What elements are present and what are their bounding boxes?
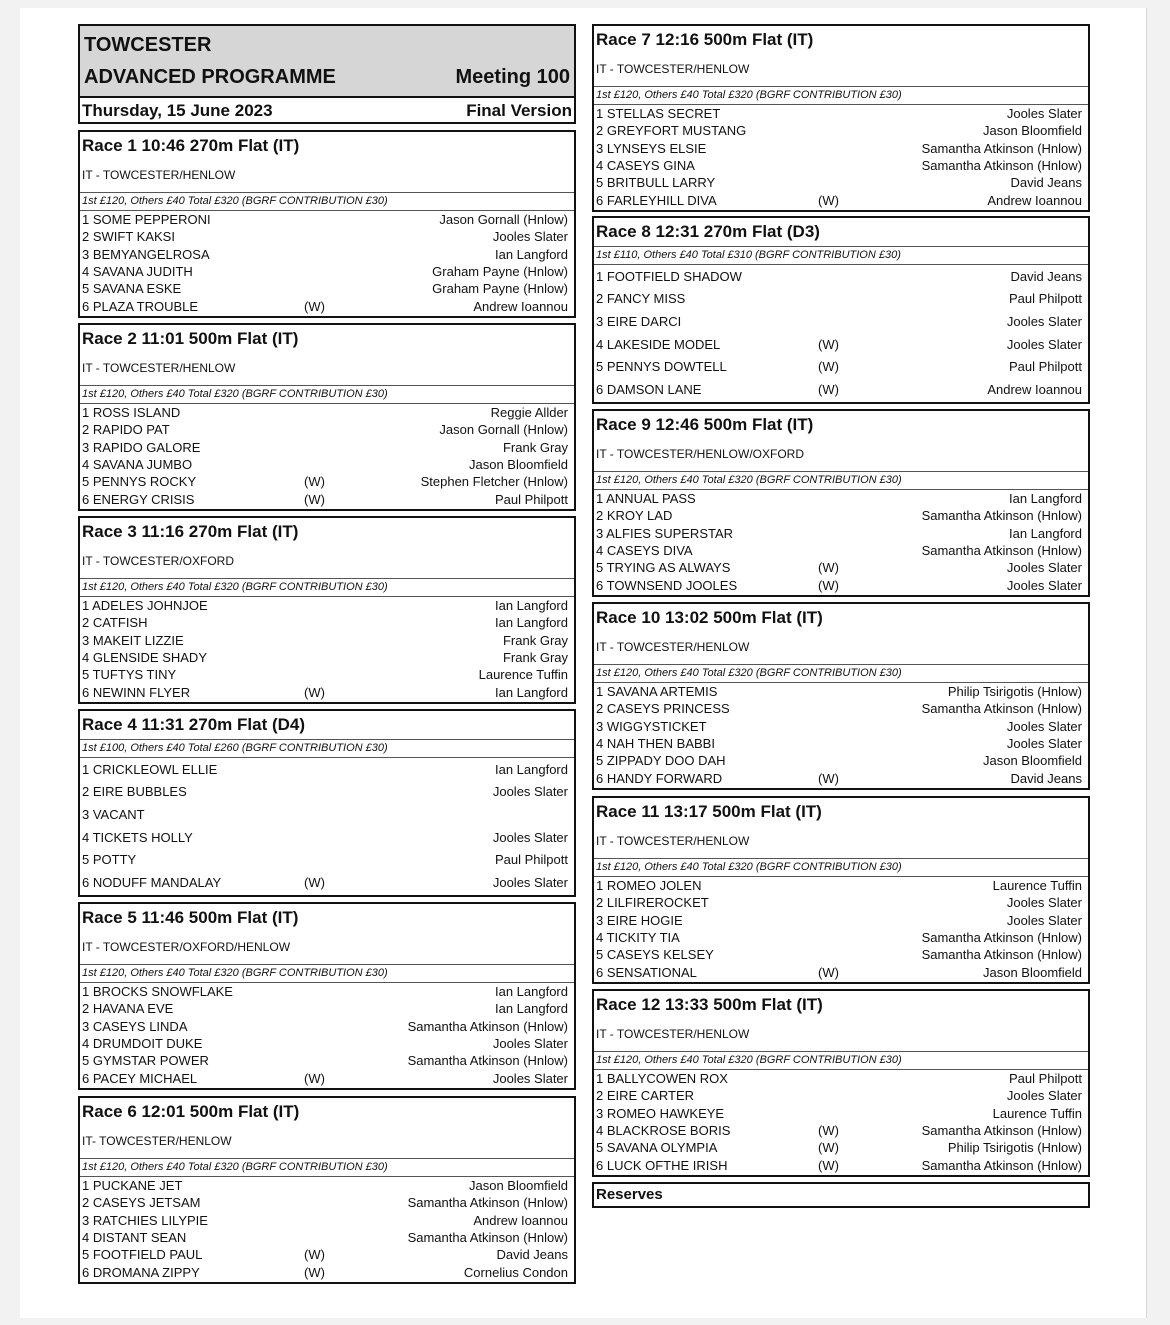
race-title: Race 8 12:31 270m Flat (D3): [594, 218, 1088, 247]
runner-row: [594, 894, 1088, 911]
race-prize: 1st £120, Others £40 Total £320 (BGRF CONTRIBUTION £30): [80, 1159, 574, 1177]
runner-row: [594, 683, 1088, 700]
wide-runner-mark: (W): [304, 474, 325, 490]
trainer-name: Samantha Atkinson (Hnlow): [921, 1157, 1082, 1173]
dog-name: 5 FOOTFIELD PAUL: [82, 1247, 203, 1263]
trainer-name: Jooles Slater: [1006, 736, 1082, 752]
trainer-name: Paul Philpott: [1009, 1071, 1082, 1087]
trainer-name: Philip Tsirigotis (Hnlow): [947, 684, 1082, 700]
trainer-name: Ian Langford: [494, 1001, 568, 1017]
meeting-date: Thursday, 15 June 2023: [82, 101, 273, 120]
race-title: Race 9 12:46 500m Flat (IT): [596, 415, 814, 434]
wide-runner-mark: (W): [818, 1157, 839, 1173]
runner-row: [80, 666, 574, 683]
dog-name: 5 ZIPPADY DOO DAH: [596, 753, 726, 769]
runner-row: [80, 1177, 574, 1194]
trainer-name: Samantha Atkinson (Hnlow): [921, 701, 1082, 717]
dog-name: 3 VACANT: [82, 807, 145, 823]
runner-row: [80, 1194, 574, 1211]
runner-row: [80, 649, 574, 666]
runner-row: [80, 1229, 574, 1246]
runner-row: [80, 684, 574, 701]
trainer-name: David Jeans: [1010, 770, 1082, 786]
race-card-6: [78, 1096, 576, 1284]
runner-row: [80, 246, 574, 263]
trainer-name: Jooles Slater: [1006, 560, 1082, 576]
trainer-name: Jooles Slater: [492, 829, 568, 845]
dog-name: 1 ADELES JOHNJOE: [82, 598, 208, 614]
trainer-name: Laurence Tuffin: [992, 1105, 1082, 1121]
trainer-name: Frank Gray: [502, 650, 568, 666]
dog-name: 6 SENSATIONAL: [596, 964, 697, 980]
runner-row: [80, 806, 574, 823]
runner-row: [594, 336, 1088, 353]
dog-name: 1 ANNUAL PASS: [596, 491, 696, 507]
trainer-name: Samantha Atkinson (Hnlow): [921, 508, 1082, 524]
trainer-name: Jooles Slater: [1006, 895, 1082, 911]
dog-name: 2 SWIFT KAKSI: [82, 229, 175, 245]
race-title: Race 5 11:46 500m Flat (IT): [82, 908, 299, 927]
runner-row: [594, 490, 1088, 507]
trainer-name: Jooles Slater: [492, 1070, 568, 1086]
wide-runner-mark: (W): [818, 192, 839, 208]
trainer-name: Frank Gray: [502, 439, 568, 455]
dog-name: 5 TRYING AS ALWAYS: [596, 560, 731, 576]
race-card-7: [592, 24, 1090, 212]
trainer-name: Jooles Slater: [1006, 1088, 1082, 1104]
wide-runner-mark: (W): [818, 560, 839, 576]
dog-name: 2 HAVANA EVE: [82, 1001, 174, 1017]
trainer-name: David Jeans: [1010, 175, 1082, 191]
race-card-1: [78, 130, 576, 318]
dog-name: 1 BROCKS SNOWFLAKE: [82, 984, 233, 1000]
runner-row: [594, 381, 1088, 398]
runner-row: [80, 1246, 574, 1263]
dog-name: 1 ROMEO JOLEN: [596, 878, 702, 894]
trainer-name: Andrew Ioannou: [987, 382, 1082, 398]
trainer-name: Paul Philpott: [495, 852, 568, 868]
trainer-name: Graham Payne (Hnlow): [432, 264, 568, 280]
trainer-name: Stephen Fletcher (Hnlow): [420, 474, 568, 490]
race-prize: 1st £120, Others £40 Total £320 (BGRF CONTRIBUTION £30): [594, 859, 1088, 877]
dog-name: 3 ROMEO HAWKEYE: [596, 1105, 725, 1121]
programme-header: [78, 24, 576, 124]
runner-list: [594, 105, 1088, 210]
runner-list: [80, 211, 574, 316]
trainer-name: Samantha Atkinson (Hnlow): [407, 1053, 568, 1069]
trainer-name: Ian Langford: [494, 984, 568, 1000]
runner-row: [80, 1212, 574, 1229]
dog-name: 6 ENERGY CRISIS: [82, 491, 195, 507]
dog-name: 1 BALLYCOWEN ROX: [596, 1071, 728, 1087]
wide-runner-mark: (W): [818, 577, 839, 593]
dog-name: 2 GREYFORT MUSTANG: [596, 123, 747, 139]
dog-name: 2 CASEYS PRINCESS: [596, 701, 730, 717]
trainer-name: Paul Philpott: [1009, 359, 1082, 375]
race-prize: 1st £120, Others £40 Total £320 (BGRF CONTRIBUTION £30): [80, 965, 574, 983]
dog-name: 4 TICKETS HOLLY: [82, 829, 193, 845]
race-route: IT - TOWCESTER/HENLOW: [594, 632, 1088, 665]
dog-name: 3 BEMYANGELROSA: [82, 246, 210, 262]
dog-name: 4 BLACKROSE BORIS: [596, 1123, 731, 1139]
race-title: Race 7 12:16 500m Flat (IT): [596, 30, 814, 49]
race-title: Race 2 11:01 500m Flat (IT): [82, 329, 299, 348]
dog-name: 1 PUCKANE JET: [82, 1178, 183, 1194]
runner-row: [594, 929, 1088, 946]
dog-name: 4 CASEYS GINA: [596, 158, 695, 174]
wide-runner-mark: (W): [304, 875, 325, 891]
race-route: IT - TOWCESTER/HENLOW: [80, 353, 574, 386]
runner-row: [594, 525, 1088, 542]
dog-name: 3 CASEYS LINDA: [82, 1018, 188, 1034]
trainer-name: Cornelius Condon: [463, 1264, 568, 1280]
dog-name: 3 ALFIES SUPERSTAR: [596, 525, 734, 541]
dog-name: 3 RATCHIES LILYPIE: [82, 1212, 208, 1228]
trainer-name: Samantha Atkinson (Hnlow): [407, 1230, 568, 1246]
runner-row: [594, 964, 1088, 981]
trainer-name: Jooles Slater: [1006, 912, 1082, 928]
runner-row: [594, 157, 1088, 174]
runner-row: [80, 263, 574, 280]
trainer-name: Jooles Slater: [1006, 106, 1082, 122]
trainer-name: Jooles Slater: [1006, 577, 1082, 593]
trainer-name: Jason Bloomfield: [983, 123, 1082, 139]
race-route: IT - TOWCESTER/HENLOW: [594, 54, 1088, 87]
race-card-3: [78, 516, 576, 704]
trainer-name: Jason Gornall (Hnlow): [439, 212, 568, 228]
runner-list: [594, 683, 1088, 788]
dog-name: 4 DRUMDOIT DUKE: [82, 1036, 203, 1052]
dog-name: 4 SAVANA JUDITH: [82, 264, 193, 280]
dog-name: 6 NEWINN FLYER: [82, 684, 191, 700]
trainer-name: Ian Langford: [1008, 525, 1082, 541]
runner-row: [80, 298, 574, 315]
programme-version: Final Version: [466, 101, 572, 120]
runner-row: [594, 559, 1088, 576]
runner-row: [594, 877, 1088, 894]
dog-name: 6 LUCK OFTHE IRISH: [596, 1157, 728, 1173]
wide-runner-mark: (W): [818, 382, 839, 398]
dog-name: 6 DROMANA ZIPPY: [82, 1264, 200, 1280]
dog-name: 2 RAPIDO PAT: [82, 422, 170, 438]
trainer-name: Jason Bloomfield: [983, 964, 1082, 980]
dog-name: 4 TICKITY TIA: [596, 930, 680, 946]
race-title: Race 10 13:02 500m Flat (IT): [596, 608, 823, 627]
trainer-name: Jooles Slater: [1006, 314, 1082, 330]
race-route: IT - TOWCESTER/OXFORD: [80, 546, 574, 579]
runner-list: [80, 758, 574, 895]
dog-name: 5 TUFTYS TINY: [82, 667, 177, 683]
dog-name: 1 SOME PEPPERONI: [82, 212, 211, 228]
runner-row: [594, 192, 1088, 209]
runner-row: [80, 1000, 574, 1017]
dog-name: 4 SAVANA JUMBO: [82, 457, 193, 473]
race-card-11: [592, 796, 1090, 984]
trainer-name: Jason Bloomfield: [469, 1178, 568, 1194]
trainer-name: Ian Langford: [494, 598, 568, 614]
trainer-name: Jooles Slater: [492, 875, 568, 891]
runner-row: [80, 1070, 574, 1087]
dog-name: 4 DISTANT SEAN: [82, 1230, 187, 1246]
wide-runner-mark: (W): [818, 1123, 839, 1139]
runner-row: [594, 1122, 1088, 1139]
reserves-box: Reserves: [592, 1182, 1090, 1208]
runner-row: [80, 983, 574, 1000]
runner-list: [80, 597, 574, 702]
dog-name: 6 TOWNSEND JOOLES: [596, 577, 738, 593]
runner-row: [80, 829, 574, 846]
race-prize: 1st £120, Others £40 Total £320 (BGRF CONTRIBUTION £30): [594, 665, 1088, 683]
dog-name: 2 EIRE BUBBLES: [82, 784, 187, 800]
trainer-name: Paul Philpott: [495, 491, 568, 507]
trainer-name: Samantha Atkinson (Hnlow): [921, 947, 1082, 963]
race-card-8: [592, 216, 1090, 404]
runner-row: [594, 105, 1088, 122]
race-prize: 1st £100, Others £40 Total £260 (BGRF CONTRIBUTION £30): [80, 740, 574, 758]
dog-name: 6 PLAZA TROUBLE: [82, 298, 199, 314]
race-prize: 1st £120, Others £40 Total £320 (BGRF CONTRIBUTION £30): [594, 1052, 1088, 1070]
runner-row: [594, 577, 1088, 594]
dog-name: 6 NODUFF MANDALAY: [82, 875, 222, 891]
dog-name: 6 FARLEYHILL DIVA: [596, 192, 717, 208]
race-route: IT - TOWCESTER/HENLOW/OXFORD: [594, 439, 1088, 472]
runner-row: [594, 1070, 1088, 1087]
dog-name: 3 EIRE HOGIE: [596, 912, 683, 928]
dog-name: 5 GYMSTAR POWER: [82, 1053, 209, 1069]
dog-name: 5 CASEYS KELSEY: [596, 947, 714, 963]
runner-row: [594, 752, 1088, 769]
runner-list: [80, 1177, 574, 1282]
trainer-name: Ian Langford: [494, 246, 568, 262]
dog-name: 1 FOOTFIELD SHADOW: [596, 268, 742, 284]
dog-name: 2 CASEYS JETSAM: [82, 1195, 201, 1211]
trainer-name: Jooles Slater: [492, 1036, 568, 1052]
dog-name: 4 GLENSIDE SHADY: [82, 650, 207, 666]
dog-name: 5 SAVANA OLYMPIA: [596, 1140, 718, 1156]
runner-row: [594, 912, 1088, 929]
trainer-name: Samantha Atkinson (Hnlow): [407, 1195, 568, 1211]
runner-row: [594, 1105, 1088, 1122]
runner-row: [594, 507, 1088, 524]
runner-row: [80, 614, 574, 631]
runner-row: [594, 718, 1088, 735]
dog-name: 5 BRITBULL LARRY: [596, 175, 716, 191]
race-prize: 1st £120, Others £40 Total £320 (BGRF CONTRIBUTION £30): [80, 386, 574, 404]
runner-row: [80, 280, 574, 297]
runner-row: [594, 290, 1088, 307]
runner-row: [80, 1018, 574, 1035]
dog-name: 5 SAVANA ESKE: [82, 281, 182, 297]
trainer-name: Reggie Allder: [490, 405, 568, 421]
runner-row: [594, 313, 1088, 330]
race-prize: 1st £120, Others £40 Total £320 (BGRF CONTRIBUTION £30): [594, 87, 1088, 105]
runner-list: [594, 1070, 1088, 1175]
wide-runner-mark: (W): [818, 336, 839, 352]
runner-row: [80, 1052, 574, 1069]
trainer-name: Philip Tsirigotis (Hnlow): [947, 1140, 1082, 1156]
race-title: Race 4 11:31 270m Flat (D4): [80, 711, 574, 740]
runner-row: [80, 874, 574, 891]
dog-name: 5 PENNYS DOWTELL: [596, 359, 727, 375]
dog-name: 4 LAKESIDE MODEL: [596, 336, 721, 352]
dog-name: 2 CATFISH: [82, 615, 148, 631]
dog-name: 1 ROSS ISLAND: [82, 405, 181, 421]
dog-name: 2 KROY LAD: [596, 508, 673, 524]
programme-title: ADVANCED PROGRAMME: [84, 66, 336, 88]
wide-runner-mark: (W): [818, 359, 839, 375]
wide-runner-mark: (W): [304, 1264, 325, 1280]
runner-row: [80, 228, 574, 245]
dog-name: 4 CASEYS DIVA: [596, 543, 693, 559]
dog-name: 3 MAKEIT LIZZIE: [82, 632, 184, 648]
runner-row: [594, 700, 1088, 717]
trainer-name: Laurence Tuffin: [478, 667, 568, 683]
trainer-name: Jooles Slater: [492, 784, 568, 800]
trainer-name: Jason Bloomfield: [983, 753, 1082, 769]
race-prize: 1st £120, Others £40 Total £320 (BGRF CONTRIBUTION £30): [80, 193, 574, 211]
runner-row: [594, 122, 1088, 139]
runner-row: [594, 1157, 1088, 1174]
race-title: Race 11 13:17 500m Flat (IT): [596, 802, 822, 821]
runner-list: [594, 877, 1088, 982]
runner-list: [594, 490, 1088, 595]
trainer-name: Jooles Slater: [492, 229, 568, 245]
runner-row: [80, 761, 574, 778]
race-prize: 1st £120, Others £40 Total £320 (BGRF CONTRIBUTION £30): [594, 472, 1088, 490]
race-prize: 1st £110, Others £40 Total £310 (BGRF CONTRIBUTION £30): [594, 247, 1088, 265]
runner-row: [594, 1139, 1088, 1156]
runner-row: [80, 473, 574, 490]
trainer-name: Andrew Ioannou: [473, 298, 568, 314]
dog-name: 1 SAVANA ARTEMIS: [596, 684, 718, 700]
dog-name: 3 LYNSEYS ELSIE: [596, 140, 707, 156]
race-route: IT - TOWCESTER/HENLOW: [80, 160, 574, 193]
meeting-number: Meeting 100: [455, 66, 570, 88]
runner-row: [594, 770, 1088, 787]
trainer-name: Samantha Atkinson (Hnlow): [407, 1018, 568, 1034]
trainer-name: Jason Bloomfield: [469, 457, 568, 473]
runner-row: [80, 1264, 574, 1281]
dog-name: 3 RAPIDO GALORE: [82, 439, 201, 455]
trainer-name: Samantha Atkinson (Hnlow): [921, 930, 1082, 946]
trainer-name: Andrew Ioannou: [473, 1212, 568, 1228]
runner-row: [80, 851, 574, 868]
dog-name: 6 HANDY FORWARD: [596, 770, 723, 786]
race-card-10: [592, 602, 1090, 790]
runner-row: [80, 783, 574, 800]
race-route: IT - TOWCESTER/HENLOW: [594, 1019, 1088, 1052]
race-route: IT- TOWCESTER/HENLOW: [80, 1126, 574, 1159]
runner-row: [594, 946, 1088, 963]
wide-runner-mark: (W): [304, 491, 325, 507]
trainer-name: Jason Gornall (Hnlow): [439, 422, 568, 438]
trainer-name: Samantha Atkinson (Hnlow): [921, 1123, 1082, 1139]
dog-name: 5 POTTY: [82, 852, 137, 868]
dog-name: 6 DAMSON LANE: [596, 382, 702, 398]
runner-row: [80, 456, 574, 473]
trainer-name: Graham Payne (Hnlow): [432, 281, 568, 297]
trainer-name: Ian Langford: [494, 615, 568, 631]
race-card-12: [592, 989, 1090, 1177]
runner-row: [594, 542, 1088, 559]
race-route: IT - TOWCESTER/OXFORD/HENLOW: [80, 932, 574, 965]
runner-row: [80, 632, 574, 649]
dog-name: 4 NAH THEN BABBI: [596, 736, 715, 752]
wide-runner-mark: (W): [304, 1247, 325, 1263]
trainer-name: Samantha Atkinson (Hnlow): [921, 158, 1082, 174]
race-title: Race 1 10:46 270m Flat (IT): [82, 136, 300, 155]
dog-name: 5 PENNYS ROCKY: [82, 474, 197, 490]
runner-row: [594, 1087, 1088, 1104]
runner-row: [80, 404, 574, 421]
race-title: Race 3 11:16 270m Flat (IT): [82, 522, 299, 541]
runner-row: [594, 268, 1088, 285]
race-card-9: [592, 409, 1090, 597]
runner-row: [80, 439, 574, 456]
dog-name: 1 CRICKLEOWL ELLIE: [82, 761, 218, 777]
trainer-name: Ian Langford: [494, 684, 568, 700]
wide-runner-mark: (W): [818, 1140, 839, 1156]
runner-list: [80, 983, 574, 1088]
dog-name: 2 LILFIREROCKET: [596, 895, 709, 911]
race-prize: 1st £120, Others £40 Total £320 (BGRF CONTRIBUTION £30): [80, 579, 574, 597]
trainer-name: Jooles Slater: [1006, 718, 1082, 734]
wide-runner-mark: (W): [818, 770, 839, 786]
dog-name: 6 PACEY MICHAEL: [82, 1070, 198, 1086]
trainer-name: Frank Gray: [502, 632, 568, 648]
dog-name: 3 WIGGYSTICKET: [596, 718, 707, 734]
venue-name: TOWCESTER: [84, 34, 212, 56]
wide-runner-mark: (W): [818, 964, 839, 980]
trainer-name: Samantha Atkinson (Hnlow): [921, 140, 1082, 156]
runner-row: [80, 421, 574, 438]
race-title: Race 12 13:33 500m Flat (IT): [596, 995, 823, 1014]
trainer-name: Ian Langford: [494, 761, 568, 777]
wide-runner-mark: (W): [304, 298, 325, 314]
runner-row: [80, 211, 574, 228]
trainer-name: Laurence Tuffin: [992, 878, 1082, 894]
trainer-name: David Jeans: [1010, 268, 1082, 284]
race-card-4: [78, 709, 576, 897]
trainer-name: Paul Philpott: [1009, 291, 1082, 307]
runner-list: [594, 265, 1088, 402]
trainer-name: Andrew Ioannou: [987, 192, 1082, 208]
wide-runner-mark: (W): [304, 684, 325, 700]
runner-list: [80, 404, 574, 509]
runner-row: [80, 491, 574, 508]
dog-name: 2 EIRE CARTER: [596, 1088, 695, 1104]
trainer-name: Samantha Atkinson (Hnlow): [921, 543, 1082, 559]
dog-name: 3 EIRE DARCI: [596, 314, 682, 330]
trainer-name: Jooles Slater: [1006, 336, 1082, 352]
runner-row: [594, 358, 1088, 375]
runner-row: [80, 1035, 574, 1052]
trainer-name: Ian Langford: [1008, 491, 1082, 507]
runner-row: [594, 140, 1088, 157]
dog-name: 2 FANCY MISS: [596, 291, 686, 307]
race-title: Race 6 12:01 500m Flat (IT): [82, 1102, 300, 1121]
wide-runner-mark: (W): [304, 1070, 325, 1086]
dog-name: 1 STELLAS SECRET: [596, 106, 721, 122]
race-route: IT - TOWCESTER/HENLOW: [594, 826, 1088, 859]
trainer-name: David Jeans: [496, 1247, 568, 1263]
runner-row: [80, 597, 574, 614]
race-card-5: [78, 902, 576, 1090]
runner-row: [594, 174, 1088, 191]
race-card-2: [78, 323, 576, 511]
runner-row: [594, 735, 1088, 752]
